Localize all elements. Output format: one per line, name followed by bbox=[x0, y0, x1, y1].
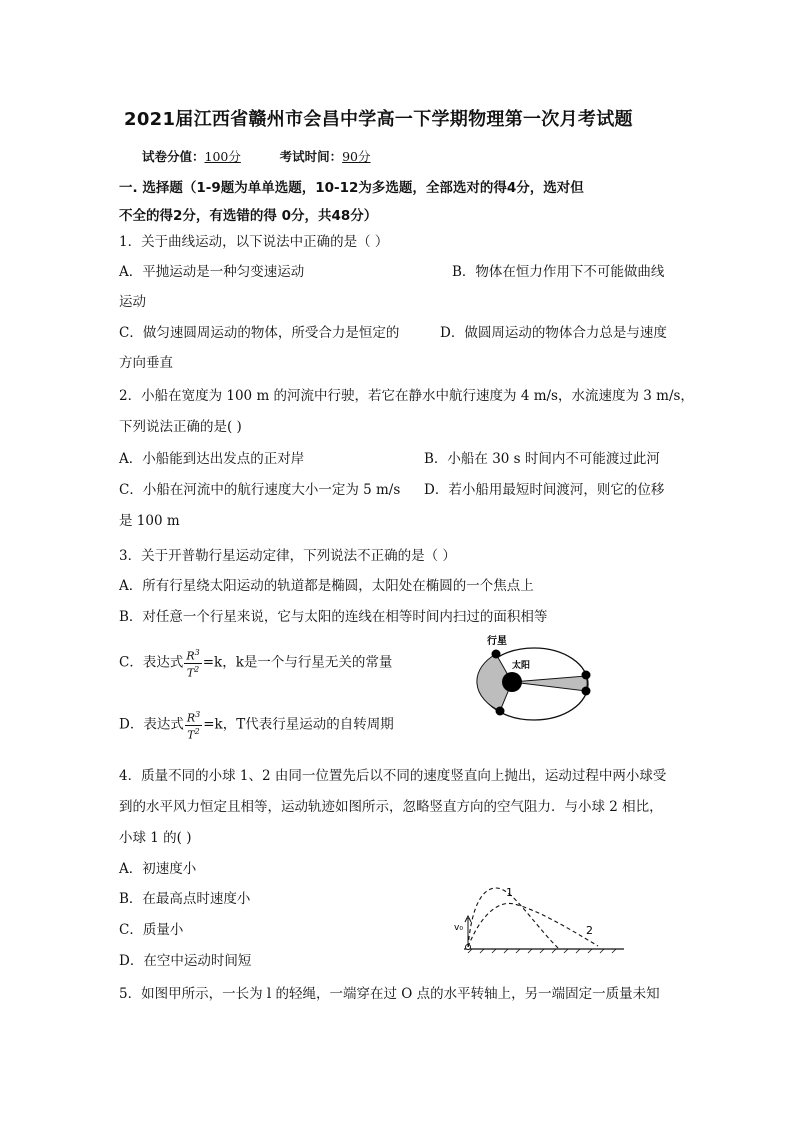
q2-stem: 2．小船在宽度为 100 m 的河流中行驶，若它在静水中航行速度为 4 m/s，水流速度为 3 m/s， bbox=[119, 388, 694, 404]
frac-t: T bbox=[187, 728, 195, 742]
trajectory-1 bbox=[468, 888, 558, 948]
frac-r: R bbox=[186, 711, 196, 725]
frac-r: R bbox=[186, 649, 195, 663]
q1-option-c: C．做匀速圆周运动的物体，所受合力是恒定的 bbox=[119, 325, 400, 341]
kepler-fraction bbox=[184, 647, 201, 679]
q2-option-a: A．小船能到达出发点的正对岸 bbox=[119, 451, 305, 467]
trajectory-figure bbox=[448, 882, 626, 954]
frac-t-exp: 2 bbox=[194, 664, 200, 674]
q1-option-d-cont: 方向垂直 bbox=[119, 355, 173, 371]
q3-option-b: B．对任意一个行星来说，它与太阳的连线在相等时间内扫过的面积相等 bbox=[119, 609, 548, 625]
q2-stem-cont: 下列说法正确的是( ) bbox=[119, 419, 242, 435]
q2-option-c: C．小船在河流中的航行速度大小一定为 5 m/s bbox=[119, 482, 401, 498]
frac-r-exp: 3 bbox=[194, 648, 200, 657]
q1-option-d: D．做圆周运动的物体合力总是与速度 bbox=[440, 325, 667, 341]
q4-stem: 4．质量不同的小球 1、2 由同一位置先后以不同的速度竖直向上抛出，运动过程中两小球受 bbox=[119, 768, 667, 784]
page-title: 2021届江西省赣州市会昌中学高一下学期物理第一次月考试题 bbox=[124, 109, 633, 130]
label-ball-2: 2 bbox=[586, 924, 593, 937]
time-value: 90分 bbox=[342, 149, 371, 164]
q3-c-suffix: =k，k是一个与行星无关的常量 bbox=[202, 654, 393, 671]
kepler-fraction bbox=[185, 709, 202, 741]
q5-stem: 5．如图甲所示，一长为 l 的轻绳，一端穿在过 O 点的水平转轴上，另一端固定一质量未知 bbox=[119, 986, 660, 1002]
label-ball-1: 1 bbox=[506, 886, 513, 899]
planet-dot bbox=[582, 687, 591, 696]
q4-option-b: B．在最高点时速度小 bbox=[119, 891, 251, 907]
q1-option-b-cont: 运动 bbox=[119, 294, 146, 310]
q3-c-prefix: C．表达式 bbox=[119, 654, 184, 671]
q4-stem-cont2: 小球 1 的( ) bbox=[119, 830, 192, 846]
q3-option-a: A．所有行星绕太阳运动的轨道都是椭圆，太阳处在椭圆的一个焦点上 bbox=[119, 578, 534, 594]
sun-body bbox=[502, 672, 522, 692]
q3-option-c bbox=[119, 647, 392, 679]
trajectory-2 bbox=[468, 903, 598, 947]
frac-r-exp: 3 bbox=[195, 710, 201, 719]
label-v0: v₀ bbox=[454, 923, 463, 933]
q3-d-prefix: D．表达式 bbox=[119, 716, 184, 733]
score-value: 100分 bbox=[204, 149, 241, 164]
frac-t-exp: 2 bbox=[194, 726, 200, 736]
time-label: 考试时间： bbox=[279, 149, 343, 164]
planet-dot bbox=[492, 650, 501, 659]
swept-area-right bbox=[512, 676, 587, 691]
q3-d-suffix: =k，T代表行星运动的自转周期 bbox=[203, 716, 394, 733]
q3-option-d bbox=[119, 709, 394, 741]
q2-option-d-cont: 是 100 m bbox=[119, 513, 180, 529]
label-planet: 行星 bbox=[487, 636, 507, 647]
q4-option-d: D．在空中运动时间短 bbox=[119, 953, 252, 969]
q4-stem-cont: 到的水平风力恒定且相等，运动轨迹如图所示，忽略竖直方向的空气阻力．与小球 2 相比， bbox=[119, 799, 663, 815]
q1-option-b: B．物体在恒力作用下不可能做曲线 bbox=[452, 264, 665, 280]
q3-stem: 3．关于开普勒行星运动定律，下列说法不正确的是（ ） bbox=[119, 548, 456, 564]
q4-option-c: C．质量小 bbox=[119, 922, 184, 938]
planet-dot bbox=[496, 707, 505, 716]
q2-option-b: B．小船在 30 s 时间内不可能渡过此河 bbox=[424, 451, 660, 467]
label-sun: 太阳 bbox=[512, 661, 531, 671]
q4-option-a: A．初速度小 bbox=[119, 861, 197, 877]
q1-stem: 1．关于曲线运动，以下说法中正确的是（ ） bbox=[119, 234, 389, 250]
section-header-line2: 不全的得2分，有选错的得 0分，共48分） bbox=[119, 208, 378, 224]
score-label: 试卷分值： bbox=[142, 149, 205, 164]
planet-dot bbox=[582, 671, 591, 680]
frac-t: T bbox=[186, 666, 195, 680]
orbit-figure bbox=[470, 628, 610, 724]
section-header-line1: 一. 选择题（1-9题为单单选题，10-12为多选题，全部选对的得4分，选对但 bbox=[119, 180, 584, 196]
q2-option-d: D．若小船用最短时间渡河，则它的位移 bbox=[424, 482, 665, 498]
q1-option-a: A．平抛运动是一种匀变速运动 bbox=[119, 264, 305, 280]
exam-meta bbox=[142, 147, 371, 165]
